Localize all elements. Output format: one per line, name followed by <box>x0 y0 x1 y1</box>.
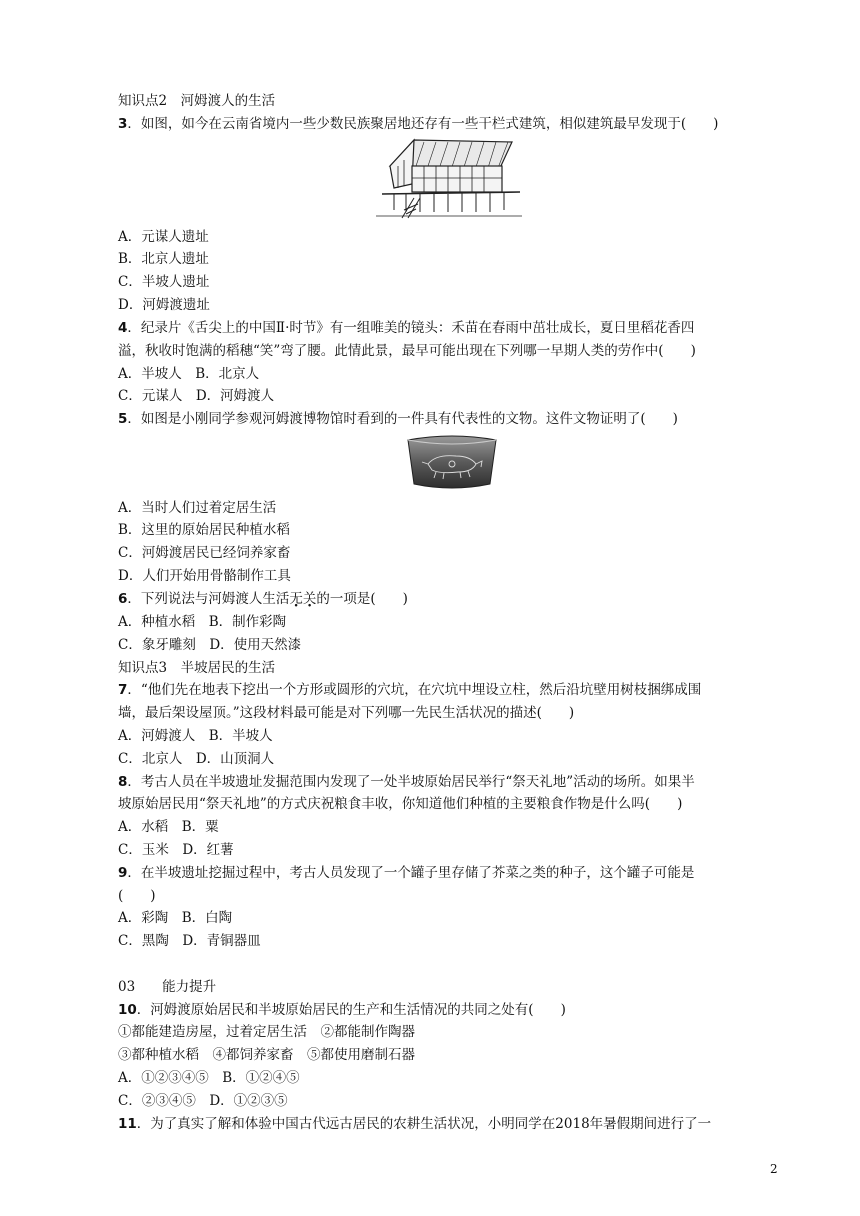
section-heading-2: 知识点2 河姆渡人的生活 <box>118 93 276 109</box>
question-11 <box>118 1114 711 1134</box>
question-text: ．为了真实了解和体验中国古代远古居民的农耕生活状况，小明同学在2018年暑假期间进行了一 <box>136 1116 712 1132</box>
question-text: ．考古人员在半坡遗址发掘范围内发现了一处半坡原始居民举行“祭天礼地”活动的场所。如果半 <box>127 774 695 790</box>
options-row: A．水稻 B．粟 <box>118 819 219 835</box>
question-5 <box>118 409 678 429</box>
page-number: 2 <box>770 1162 778 1176</box>
options-row: C．元谋人 D．河姆渡人 <box>118 388 275 404</box>
question-7-continued: 墙，最后架设屋顶。”这段材料最可能是对下列哪一先民生活状况的描述( ) <box>118 705 575 721</box>
question-9-continued: ( ) <box>118 888 156 904</box>
question-number: 4 <box>118 320 128 336</box>
option-b: B．这里的原始居民种植水稻 <box>118 522 290 538</box>
options-row: A．种植水稻 B．制作彩陶 <box>118 614 287 630</box>
options-row: A．河姆渡人 B．半坡人 <box>118 728 273 744</box>
question-number: 3 <box>118 116 128 132</box>
question-text: ．下列说法与河姆渡人生活 <box>127 591 290 607</box>
pig-pottery-bowl-image <box>406 434 498 492</box>
question-number: 7 <box>118 682 128 698</box>
stilt-house-image <box>372 136 524 220</box>
question-6 <box>118 589 408 609</box>
question-4 <box>118 318 694 338</box>
options-row: A．彩陶 B．白陶 <box>118 910 233 926</box>
question-text: ．在半坡遗址挖掘过程中，考古人员发现了一个罐子里存储了芥菜之类的种子，这个罐子可能是 <box>127 865 695 881</box>
question-text: ．河姆渡原始居民和半坡原始居民的生产和生活情况的共同之处有( ) <box>136 1002 566 1018</box>
option-c: C．半坡人遗址 <box>118 274 210 290</box>
options-row: C．象牙雕刻 D．使用天然漆 <box>118 637 302 653</box>
option-b: B．北京人遗址 <box>118 251 209 267</box>
question-text: ．“他们先在地表下挖出一个方形或圆形的穴坑，在穴坑中埋设立柱，然后沿坑壁用树枝捆绑成围 <box>127 682 702 698</box>
options-row: A．①②③④⑤ B．①②④⑤ <box>118 1070 300 1086</box>
option-d: D．河姆渡遗址 <box>118 297 210 313</box>
question-text: ．如图，如今在云南省境内一些少数民族聚居地还存有一些干栏式建筑，相似建筑最早发现于( ) <box>127 116 719 132</box>
option-c: C．河姆渡居民已经饲养家畜 <box>118 545 291 561</box>
options-row: C．黑陶 D．青铜器皿 <box>118 933 261 949</box>
question-8 <box>118 772 695 792</box>
question-text: ．纪录片《舌尖上的中国Ⅱ·时节》有一组唯美的镜头：禾苗在春雨中茁壮成长，夏日里稻花香四 <box>127 320 695 336</box>
question-3 <box>118 114 718 134</box>
question-number: 8 <box>118 774 128 790</box>
statements-row: ①都能建造房屋，过着定居生活 ②都能制作陶器 <box>118 1024 415 1040</box>
option-a: A．当时人们过着定居生活 <box>118 500 277 516</box>
question-number: 9 <box>118 865 128 881</box>
emphasis-dotted: 无 <box>289 591 303 607</box>
question-7 <box>118 680 701 700</box>
question-text: ．如图是小刚同学参观河姆渡博物馆时看到的一件具有代表性的文物。这件文物证明了( ) <box>127 411 678 427</box>
question-text-tail: 的一项是( ) <box>316 591 408 607</box>
question-number: 6 <box>118 591 128 607</box>
section-heading-ability: 03 能力提升 <box>118 979 217 995</box>
options-row: C．玉米 D．红薯 <box>118 842 234 858</box>
option-a: A．元谋人遗址 <box>118 229 209 245</box>
question-10 <box>118 1000 566 1020</box>
option-d: D．人们开始用骨骼制作工具 <box>118 568 291 584</box>
question-9 <box>118 863 694 883</box>
question-number: 5 <box>118 411 128 427</box>
question-8-continued: 坡原始居民用“祭天礼地”的方式庆祝粮食丰收，你知道他们种植的主要粮食作物是什么吗( ) <box>118 796 683 812</box>
question-number: 10 <box>118 1002 137 1018</box>
options-row: A．半坡人 B．北京人 <box>118 366 260 382</box>
section-heading-3: 知识点3 半坡居民的生活 <box>118 660 276 676</box>
question-number: 11 <box>118 1116 137 1132</box>
statements-row: ③都种植水稻 ④都饲养家畜 ⑤都使用磨制石器 <box>118 1047 415 1063</box>
options-row: C．②③④⑤ D．①②③⑤ <box>118 1093 288 1109</box>
options-row: C．北京人 D．山顶洞人 <box>118 751 275 767</box>
question-4-continued: 溢，秋收时饱满的稻穗“笑”弯了腰。此情此景，最早可能出现在下列哪一早期人类的劳作中( ) <box>118 343 696 359</box>
emphasis-dotted: 关 <box>302 591 317 607</box>
